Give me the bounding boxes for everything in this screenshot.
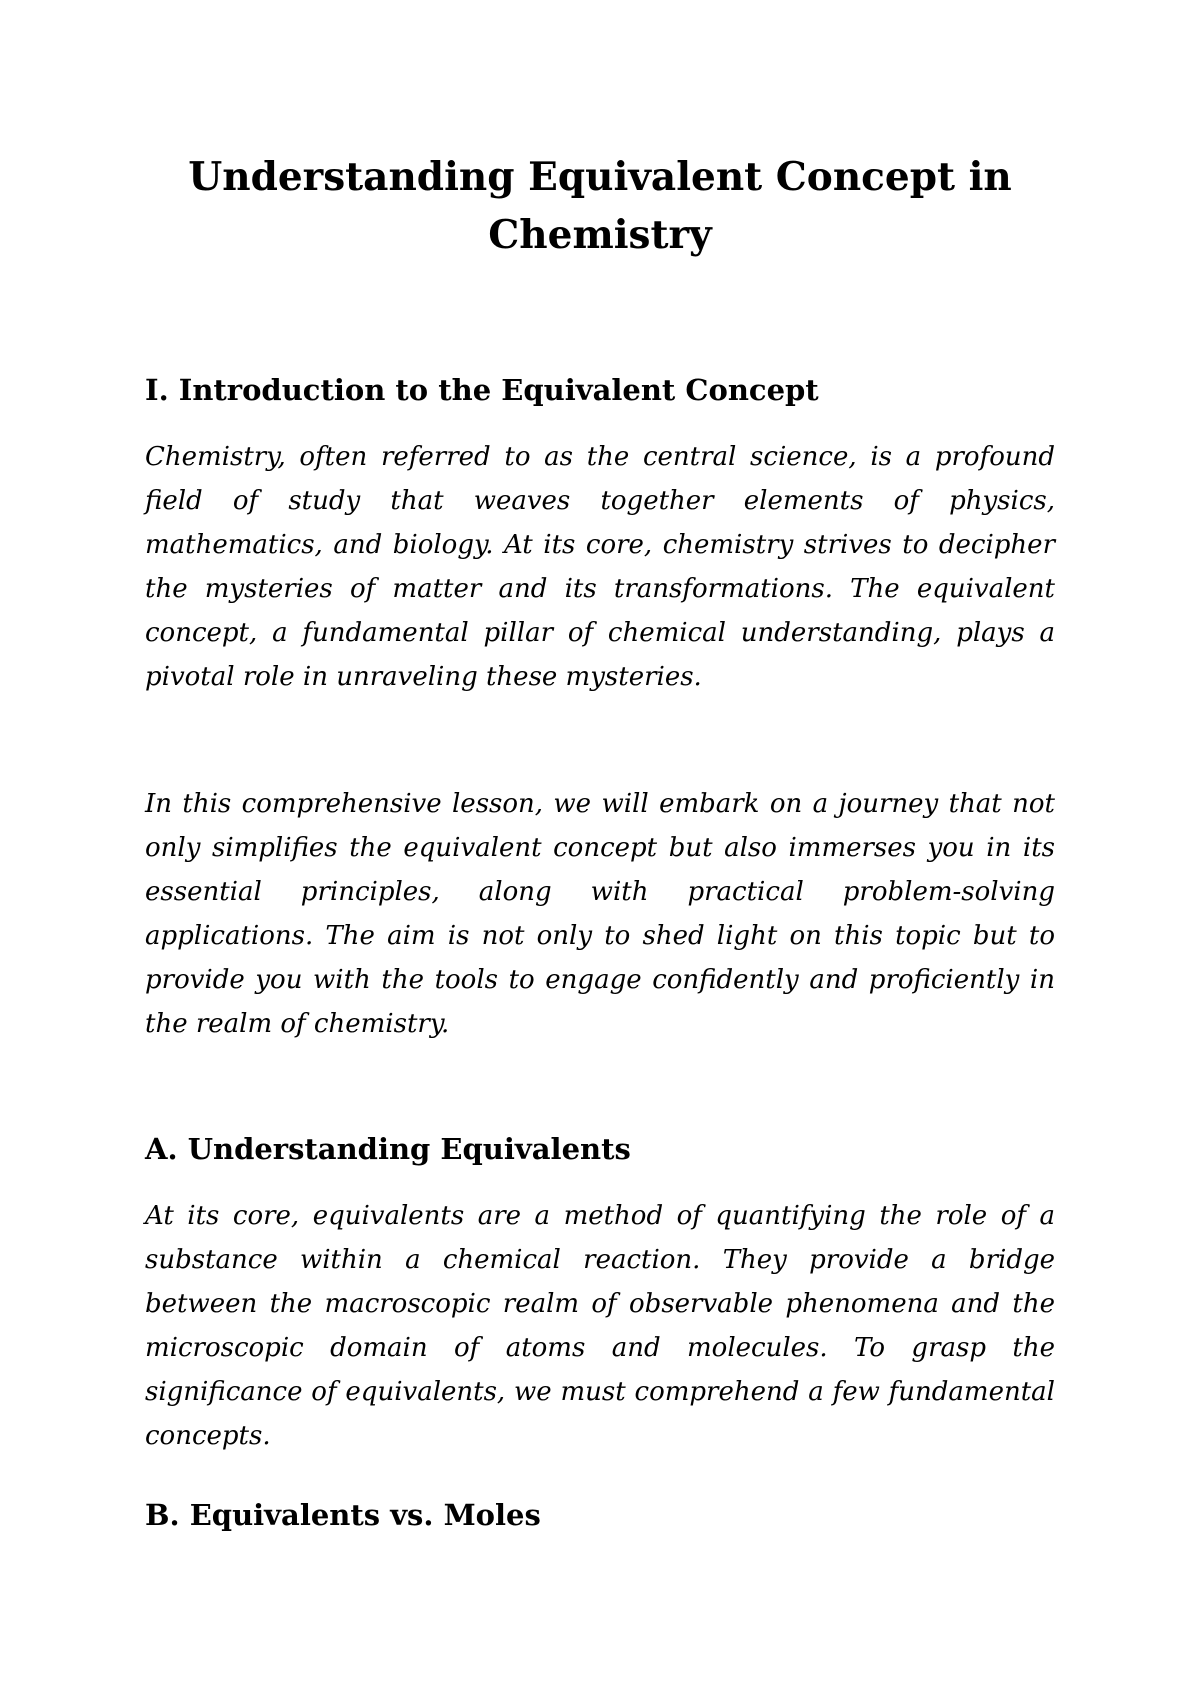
section-heading-equivalents-vs-moles: B. Equivalents vs. Moles bbox=[145, 1498, 541, 1532]
paragraph-understanding-equivalents: At its core, equivalents are a method of quantifying the role of a substance within a chemical reaction. They provide a bridge between the macroscopic realm of observable phenomena and the microscopic domain of atoms and molecules. To grasp the significance of equivalents, we must comprehend a few fundamental concepts. bbox=[145, 1201, 1055, 1451]
section-heading-introduction: I. Introduction to the Equivalent Concept bbox=[145, 373, 819, 407]
paragraph-introduction-1: Chemistry, often referred to as the central science, is a profound field of study that weaves together elements of physics, mathematics, and biology. At its core, chemistry strives to decipher the mysteries of matter and its transformations. The equivalent concept, a fundamental pillar of chemical understanding, plays a pivotal role in unraveling these mysteries. bbox=[145, 442, 1055, 692]
section-heading-understanding-equivalents: A. Understanding Equivalents bbox=[145, 1132, 631, 1166]
paragraph-introduction-2: In this comprehensive lesson, we will embark on a journey that not only simplifies the equivalent concept but also immerses you in its essential principles, along with practical problem-solving applications. The aim is not only to shed light on this topic but to provide you with the tools to engage confidently and proficiently in the realm of chemistry. bbox=[145, 789, 1055, 1039]
page-title: Understanding Equivalent Concept in Chemistry bbox=[188, 154, 1012, 258]
